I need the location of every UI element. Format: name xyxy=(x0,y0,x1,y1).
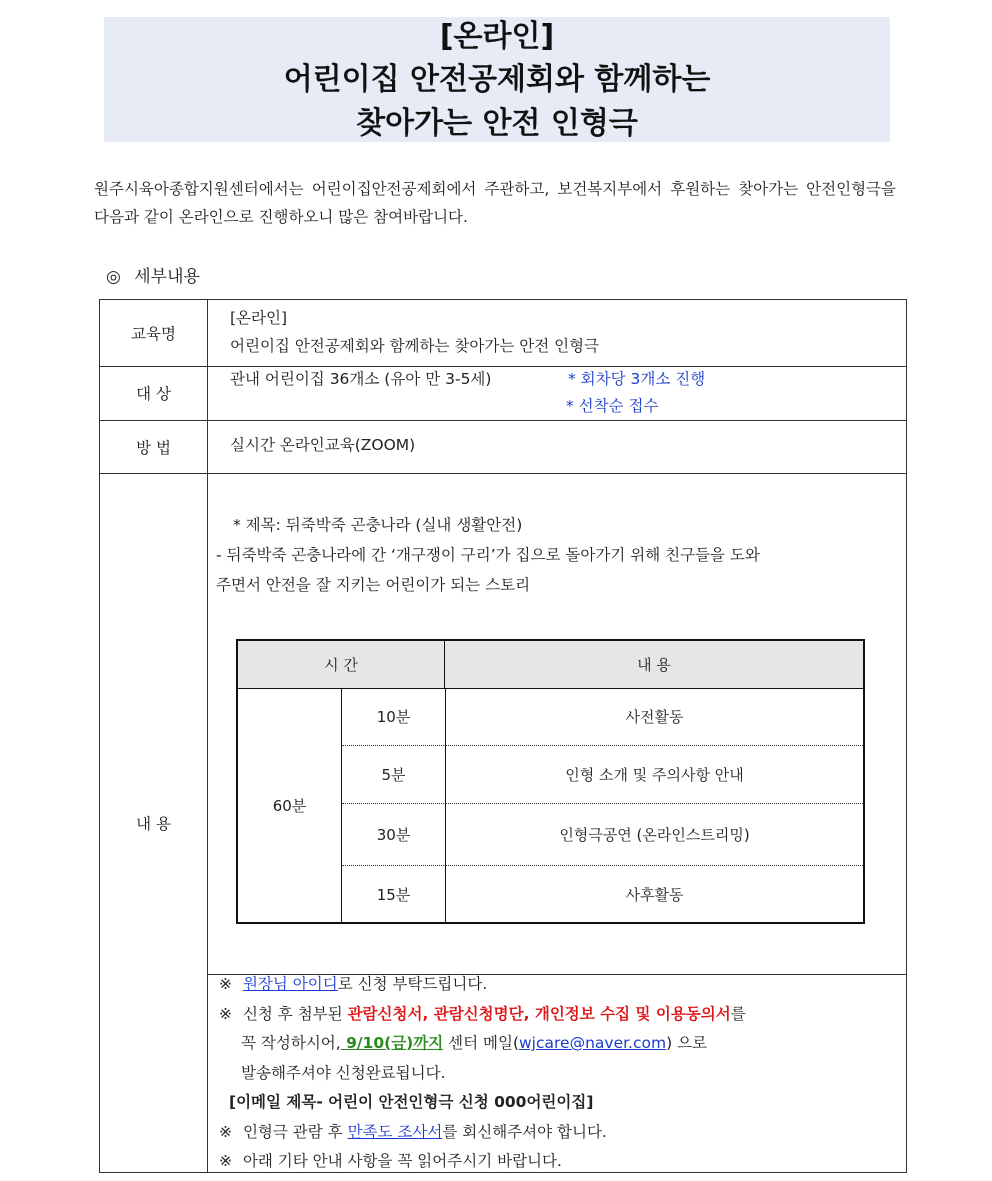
schedule-content-2: 인형 소개 및 주의사항 안내 xyxy=(446,746,863,804)
note-2-pre: 신청 후 첨부된 xyxy=(242,1004,343,1023)
note-2-line-2 xyxy=(219,1029,746,1059)
survey-link[interactable]: 만족도 조사서 xyxy=(347,1122,443,1141)
reference-mark: ※ xyxy=(219,1122,232,1141)
reference-mark: ※ xyxy=(219,1004,232,1023)
deadline: 9/10(금)까지 xyxy=(340,1034,444,1052)
schedule-content-3: 인형극공연 (온라인스트리밍) xyxy=(446,804,863,866)
note-2-line-3: 발송해주셔야 신청완료됩니다. xyxy=(241,1063,446,1082)
title-line-3: 찾아가는 안전 인형극 xyxy=(356,106,638,141)
note-2-line-2-post: ) 으로 xyxy=(666,1034,708,1052)
schedule-content-1: 사전활동 xyxy=(446,688,863,746)
director-id-link[interactable]: 원장님 아이디 xyxy=(242,975,338,993)
label-content: 내 용 xyxy=(100,473,208,1172)
schedule-table xyxy=(236,639,865,924)
email-subject: [이메일 제목- 어린이 안전인형극 신청 000어린이집] xyxy=(229,1093,594,1111)
schedule-total: 60분 xyxy=(238,688,342,922)
section-heading xyxy=(106,262,200,287)
title-banner xyxy=(104,17,890,142)
schedule-content-4: 사후활동 xyxy=(625,885,684,904)
circle-mark-icon: ◎ xyxy=(106,267,121,287)
required-documents: 관람신청서, 관람신청명단, 개인정보 수집 및 이용동의서 xyxy=(347,1004,731,1023)
schedule-time-2: 5분 xyxy=(342,746,446,804)
label-course: 교육명 xyxy=(100,300,208,366)
section-label: 세부내용 xyxy=(134,267,200,287)
note-2-post: 를 xyxy=(730,1004,746,1023)
title-line-1: [온라인] xyxy=(439,19,555,54)
note-4-text: 아래 기타 안내 사항을 꼭 읽어주시기 바랍니다. xyxy=(242,1152,562,1170)
title-line-2: 어린이집 안전공제회와 함께하는 xyxy=(283,62,711,97)
note-3-pre: 인형극 관람 후 xyxy=(242,1122,343,1141)
schedule-time-1: 10분 xyxy=(342,688,446,746)
label-target: 대 상 xyxy=(100,366,208,420)
header-content: 내 용 xyxy=(445,641,863,689)
method-value: 실시간 온라인교육(ZOOM) xyxy=(230,436,416,454)
row-course xyxy=(100,300,906,367)
note-1-rest: 로 신청 부탁드립니다. xyxy=(337,975,488,993)
note-2 xyxy=(219,1000,746,1030)
intro-paragraph: 원주시육아종합지원센터에서는 어린이집안전공제회에서 주관하고, 보건복지부에서 후원하는 찾아가는 안전인형극을 다음과 같이 온라인으로 진행하오니 많은 참여바랍니다. xyxy=(94,180,896,226)
note-2-line-2-mid: 센터 메일( xyxy=(443,1034,519,1052)
row-method xyxy=(100,420,906,474)
reference-mark: ※ xyxy=(219,1152,232,1170)
content-subject: * 제목: 뒤죽박죽 곤충나라 (실내 생활안전) xyxy=(233,516,523,534)
schedule-time-4: 15분 xyxy=(342,866,446,922)
schedule-time-3: 30분 xyxy=(342,804,446,866)
note-3 xyxy=(219,1118,746,1148)
note-1 xyxy=(219,970,746,1000)
note-3-post: 를 회신해주셔야 합니다. xyxy=(442,1122,607,1141)
target-note-2: * 선착순 접수 xyxy=(566,397,659,415)
notes-block xyxy=(219,970,746,1177)
label-method: 방 법 xyxy=(100,420,208,473)
email-link[interactable]: wjcare@naver.com xyxy=(519,1034,667,1052)
row-target xyxy=(100,366,906,421)
target-note-1: * 회차당 3개소 진행 xyxy=(568,370,706,388)
header-time: 시 간 xyxy=(238,641,445,689)
reference-mark: ※ xyxy=(219,975,232,993)
course-line-2: 어린이집 안전공제회와 함께하는 찾아가는 안전 인형극 xyxy=(230,337,600,355)
content-story-line-2: 주면서 안전을 잘 지키는 어린이가 되는 스토리 xyxy=(216,576,531,594)
target-main: 관내 어린이집 36개소 (유아 만 3-5세) xyxy=(230,370,492,388)
course-line-1: [온라인] xyxy=(230,309,288,327)
note-4 xyxy=(219,1147,746,1177)
note-2-line-2-pre: 꼭 작성하시어, xyxy=(241,1034,341,1052)
content-story-line-1: - 뒤죽박죽 곤충나라에 간 ‘개구쟁이 구리’가 집으로 돌아가기 위해 친구들을 도와 xyxy=(216,546,760,564)
